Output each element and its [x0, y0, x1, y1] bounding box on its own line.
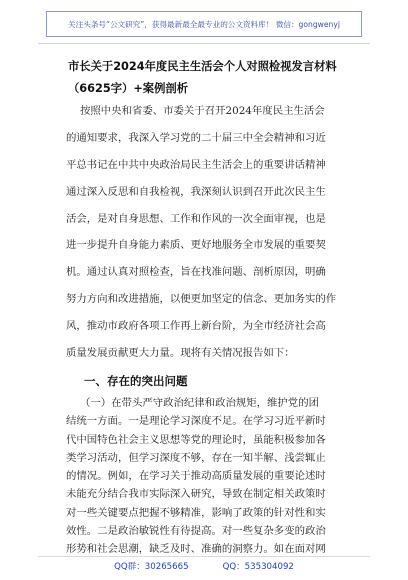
paragraph-line: 效性。二是政治敏锐性有待提高。对一些复杂多变的政治	[66, 525, 326, 537]
paragraph-line: 通过深入反思和自我检视，我深刻认识到召开此次民主生	[66, 186, 326, 198]
top-banner	[46, 11, 362, 37]
paragraph-line: 平总书记在中共中央政治局民主生活会上的重要讲话精神	[66, 159, 326, 171]
paragraph-line: 结统一方面。一是理论学习深度不足。在学习习近平新时	[66, 415, 326, 427]
paragraph-line: 代中国特色社会主义思想等党的理论时，虽能积极参加各	[66, 434, 326, 446]
paragraph-line: 的通知要求，我深入学习党的二十届三中全会精神和习近	[66, 132, 326, 144]
footer-divider	[38, 556, 370, 557]
paragraph-line: 机。通过认真对照检查，旨在找准问题、剖析原因，明确	[66, 266, 326, 278]
paragraph-line: 类学习活动，但学习深度不够，存在一知半解、浅尝辄止	[66, 452, 326, 464]
header-divider	[38, 43, 370, 44]
banner-text: 关注头条号“公文研究”，获得最新最全最专业的公文资料库！ 微信：gongwenyj	[68, 19, 340, 29]
paragraph-line: 按照中央和省委、市委关于召开2024年度民主生活会	[80, 105, 325, 117]
footer-qq: QQ：535304092	[222, 562, 294, 572]
paragraph-line: 的情况。例如，在学习关于推动高质量发展的重要论述时	[66, 470, 326, 482]
paragraph-line: 未能充分结合我市实际深入研究，导致在制定相关政策时	[66, 488, 326, 500]
paragraph-line: 努力方向和改进措施，以便更加坚定的信念、更加务实的作	[66, 293, 337, 305]
paragraph-line: 风，推动市政府各项工作再上新台阶，为全市经济社会高	[66, 320, 326, 332]
document-title-line-1: 市长关于2024年度民主生活会个人对照检视发言材料	[68, 60, 337, 73]
footer	[0, 560, 408, 574]
document-title-line-2: （6625字）+案例剖析	[68, 82, 188, 95]
paragraph-line: 质量发展贡献更大力量。现将有关情况报告如下：	[66, 347, 295, 359]
paragraph-line: （一）在带头严守政治纪律和政治规矩，维护党的团	[80, 397, 319, 409]
paragraph-line: 对一些关键要点把握不够精准，影响了政策的针对性和实	[66, 507, 326, 519]
paragraph-line: 活会，是对自身思想、工作和作风的一次全面审视，也是	[66, 213, 326, 225]
paragraph-line: 进一步提升自身能力素质、更好地服务全市发展的重要契	[66, 239, 326, 251]
section-heading: 一、存在的突出问题	[84, 374, 188, 388]
footer-qq-group: QQ群：30265665	[114, 562, 189, 572]
paragraph-line: 形势和社会思潮，缺乏及时、准确的洞察力。如在面对网	[66, 543, 326, 555]
